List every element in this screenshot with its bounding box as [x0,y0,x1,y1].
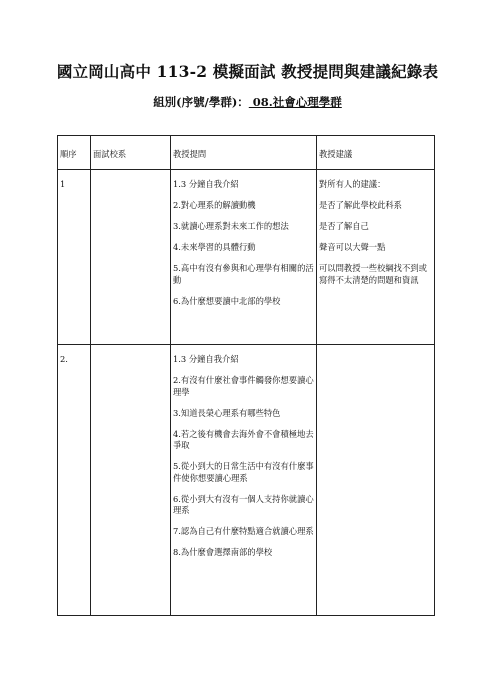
question-item: 8.為什麼會選擇南部的學校 [173,547,273,557]
row-order: 1 [58,170,91,345]
table-row [58,170,435,345]
row-questions [171,345,317,616]
question-item: 2.對心理系的解讀動機 [173,200,256,210]
advice-item: 聲音可以大聲一點 [319,242,386,252]
question-item: 4.未來學習的具體行動 [173,242,256,252]
question-item: 2.有沒有什麼社會事件觸發你想要讀心理學 [173,375,314,397]
question-item: 3.就讀心理系對未來工作的想法 [173,221,289,231]
row-questions [171,170,317,345]
header-school: 面試校系 [91,136,171,170]
header-order: 順序 [58,136,91,170]
question-item: 3.知道長榮心理系有哪些特色 [173,407,281,418]
group-value: 08.社會心理學群 [248,95,342,109]
question-item: 5.從小到大的日常生活中有沒有什麼事件使你想要讀心理系 [173,461,314,483]
advice-item: 是否了解此學校此科系 [319,200,402,210]
group-label: 組別(序號/學群)： [153,95,249,109]
row-advice [317,170,435,345]
table-header-row [58,136,435,170]
row-order: 2. [58,345,91,616]
group-subtitle [0,94,495,110]
question-item: 7.認為自己有什麼特點適合就讀心理系 [173,526,314,536]
header-advice: 教授建議 [317,136,435,170]
header-questions: 教授提問 [171,136,317,170]
advice-item: 可以問教授一些校綱找不到或寫得不太清楚的問題和資訊 [319,263,427,285]
row-school [91,170,171,345]
row-advice [317,345,435,616]
question-item: 4.若之後有機會去海外會不會積極地去爭取 [173,428,314,450]
question-item: 6.從小到大有沒有一個人支持你就讀心理系 [173,493,314,515]
question-item: 5.高中有沒有參與和心理學有相關的活動 [173,263,314,285]
advice-item: 對所有人的建議： [319,179,386,189]
record-table [57,135,435,616]
question-item: 1.3 分鐘自我介紹 [173,179,239,189]
row-school [91,345,171,616]
table-row [58,345,435,616]
advice-item: 是否了解自己 [319,221,369,231]
page-title: 國立岡山高中 113-2 模擬面試 教授提問與建議紀錄表 [56,62,439,81]
question-item: 1.3 分鐘自我介紹 [173,354,239,364]
question-item: 6.為什麼想要讀中北部的學校 [173,295,281,306]
